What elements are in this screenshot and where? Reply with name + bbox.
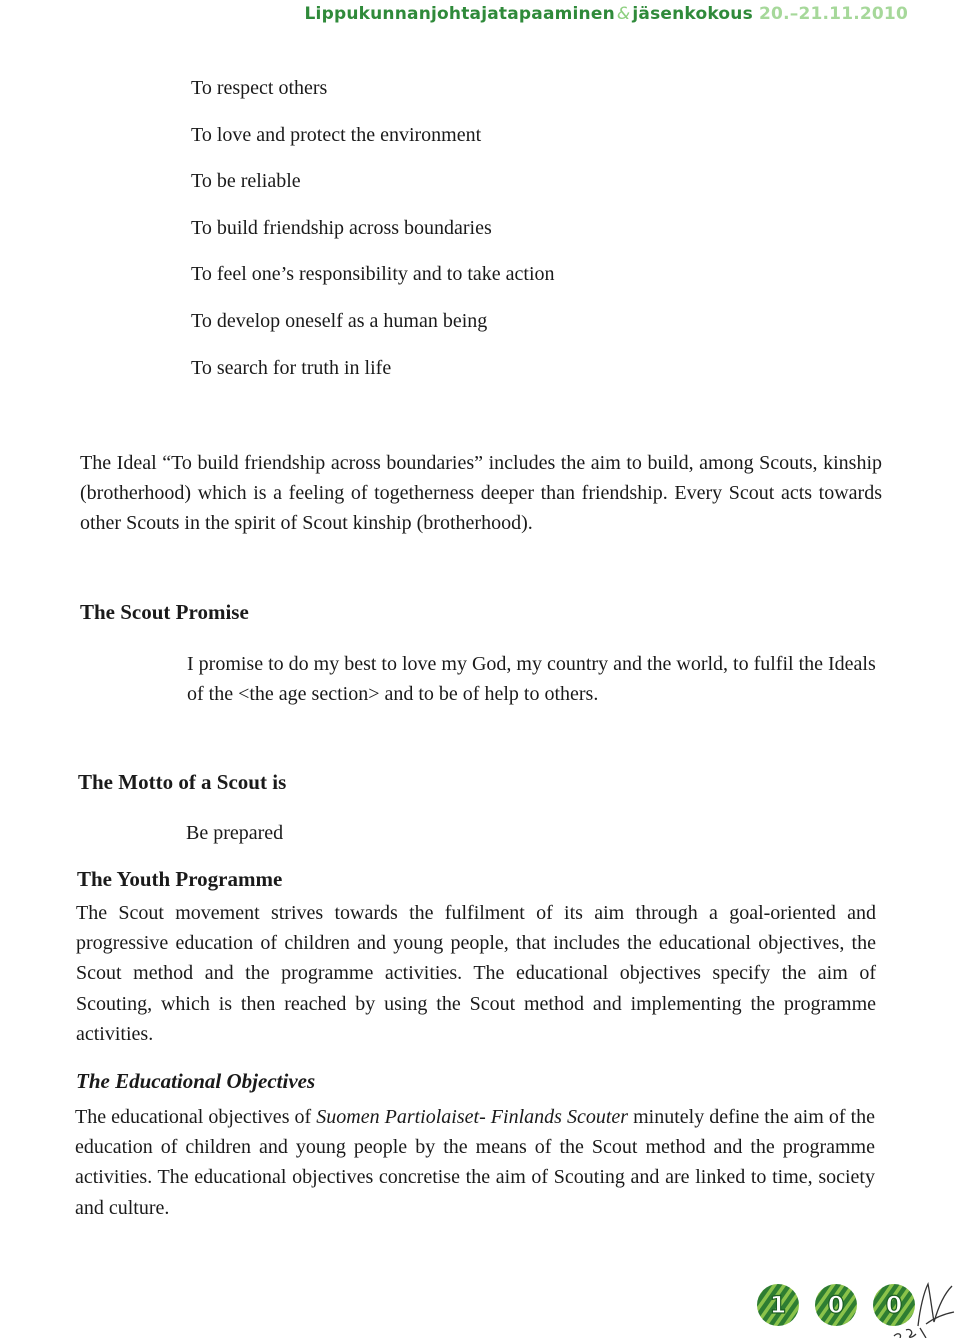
educational-objectives-text-end: minutely define the aim of the education of children and young people by the means of the Scout method and the programme activities. The educational objectives concretise the aim of Scouting and are linked to time, society and culture. [75, 1106, 876, 1219]
scout-motto-heading: The Motto of a Scout is [78, 770, 287, 794]
logo-digit: 0 [885, 1291, 903, 1319]
page-header [305, 4, 908, 24]
ideal-item: To love and protect the environment [191, 123, 482, 146]
scout-ideals-list [191, 74, 555, 400]
scout-motto-text: Be prepared [186, 822, 284, 844]
ideal-explanation-paragraph: The Ideal “To build friendship across boundaries” includes the aim to build, among Scouts, kinship (brotherhood) which is a feeling of togetherness deeper than friendship. Every Scout acts towards other Scouts in the spirit of Scout kinship (brotherhood). [80, 452, 882, 535]
ideal-item: To develop oneself as a human being [191, 309, 488, 332]
logo-digit-1-badge [757, 1284, 799, 1326]
logo-digit: 1 [769, 1291, 787, 1319]
youth-programme-heading: The Youth Programme [77, 867, 283, 891]
header-event-name: Lippukunnanjohtajatapaaminen [304, 4, 615, 24]
logo-digit: 0 [827, 1291, 845, 1319]
educational-objectives-heading: The Educational Objectives [76, 1069, 316, 1093]
header-ampersand: & [616, 4, 631, 24]
ideal-item: To feel one’s responsibility and to take action [191, 263, 555, 286]
header-dates: 20.–21.11.2010 [759, 4, 908, 24]
educational-objectives-text-start: The educational objectives of [75, 1106, 317, 1128]
ideal-item: To build friendship across boundaries [191, 216, 492, 239]
scout-promise-text: I promise to do my best to love my God, my country and the world, to fulfil the Ideals of the <the age section> and to be of help to others. [187, 653, 876, 705]
organization-name: Suomen Partiolaiset- Finlands Scouter [316, 1106, 629, 1128]
ideal-item: To respect others [191, 77, 328, 99]
ideal-item: To be reliable [191, 170, 301, 193]
scout-promise-heading: The Scout Promise [80, 600, 249, 624]
ideal-item: To search for truth in life [191, 356, 392, 379]
logo-digit-2-badge [815, 1284, 857, 1326]
centenary-100-logo [748, 1278, 958, 1338]
header-meeting-name: jäsenkokous [632, 4, 753, 24]
educational-objectives-paragraph [75, 1102, 875, 1223]
youth-programme-paragraph: The Scout movement strives towards the fulfilment of its aim through a goal-oriented and progressive education of children and young people, that includes the educational objectives, the Scout method and the programme activities. The educational objectives specify the aim of Scouting, which is then reached by using the Scout method and implementing the programme activities. [76, 902, 876, 1045]
logo-digit-3-badge [873, 1284, 915, 1326]
